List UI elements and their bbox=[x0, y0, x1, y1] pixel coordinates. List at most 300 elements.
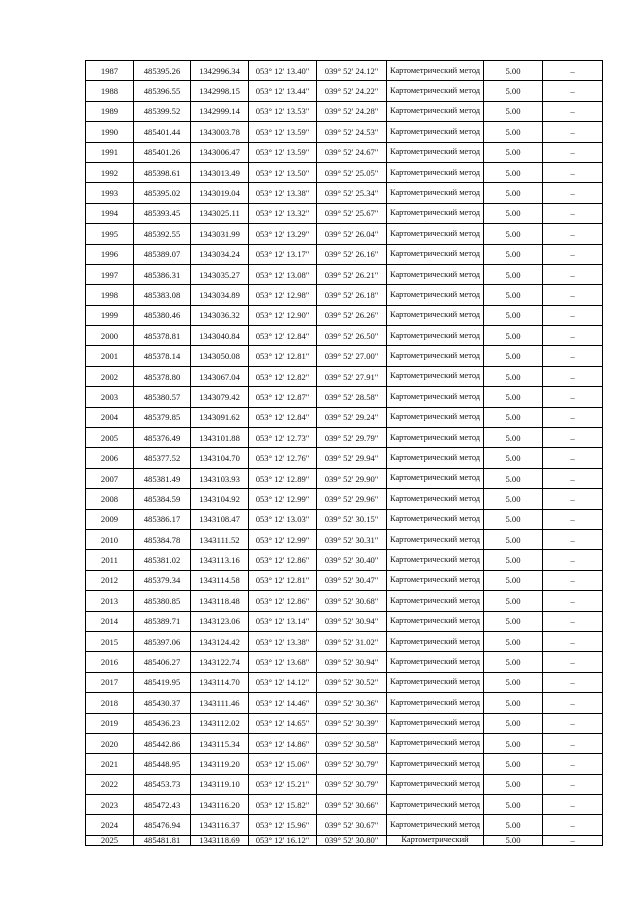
note-cell: – bbox=[543, 162, 603, 182]
point-number-cell: 2001 bbox=[86, 346, 134, 366]
y-coordinate-cell: 1343113.16 bbox=[191, 550, 249, 570]
method-cell: Картометрический метод bbox=[387, 326, 484, 346]
y-coordinate-cell: 1343034.89 bbox=[191, 285, 249, 305]
method-cell: Картометрический метод bbox=[387, 244, 484, 264]
point-number-cell: 2023 bbox=[86, 795, 134, 815]
accuracy-cell: 5.00 bbox=[484, 428, 543, 448]
table-row bbox=[86, 652, 603, 672]
longitude-cell: 039° 52' 30.39" bbox=[317, 713, 387, 733]
y-coordinate-cell: 1343035.27 bbox=[191, 264, 249, 284]
accuracy-cell: 5.00 bbox=[484, 835, 543, 845]
longitude-cell: 039° 52' 29.94" bbox=[317, 448, 387, 468]
y-coordinate-cell: 1342999.14 bbox=[191, 101, 249, 121]
table-row bbox=[86, 529, 603, 549]
note-cell: – bbox=[543, 611, 603, 631]
point-number-cell: 2009 bbox=[86, 509, 134, 529]
x-coordinate-cell: 485396.55 bbox=[134, 81, 191, 101]
method-cell: Картометрический метод bbox=[387, 122, 484, 142]
note-cell: – bbox=[543, 61, 603, 81]
table-row bbox=[86, 61, 603, 81]
point-number-cell: 2006 bbox=[86, 448, 134, 468]
point-number-cell: 2020 bbox=[86, 733, 134, 753]
accuracy-cell: 5.00 bbox=[484, 285, 543, 305]
y-coordinate-cell: 1343116.20 bbox=[191, 795, 249, 815]
latitude-cell: 053° 12' 12.99" bbox=[249, 489, 317, 509]
table-row bbox=[86, 672, 603, 692]
point-number-cell: 2019 bbox=[86, 713, 134, 733]
y-coordinate-cell: 1343079.42 bbox=[191, 387, 249, 407]
method-cell: Картометрический метод bbox=[387, 101, 484, 121]
x-coordinate-cell: 485380.57 bbox=[134, 387, 191, 407]
x-coordinate-cell: 485379.85 bbox=[134, 407, 191, 427]
point-number-cell: 2004 bbox=[86, 407, 134, 427]
latitude-cell: 053° 12' 12.82" bbox=[249, 366, 317, 386]
point-number-cell: 1999 bbox=[86, 305, 134, 325]
latitude-cell: 053° 12' 13.59" bbox=[249, 122, 317, 142]
x-coordinate-cell: 485395.26 bbox=[134, 61, 191, 81]
latitude-cell: 053° 12' 12.81" bbox=[249, 346, 317, 366]
longitude-cell: 039° 52' 26.18" bbox=[317, 285, 387, 305]
note-cell: – bbox=[543, 122, 603, 142]
accuracy-cell: 5.00 bbox=[484, 244, 543, 264]
longitude-cell: 039° 52' 30.52" bbox=[317, 672, 387, 692]
y-coordinate-cell: 1343067.04 bbox=[191, 366, 249, 386]
y-coordinate-cell: 1343114.58 bbox=[191, 570, 249, 590]
latitude-cell: 053° 12' 12.84" bbox=[249, 407, 317, 427]
table-row bbox=[86, 387, 603, 407]
method-cell: Картометрический метод bbox=[387, 162, 484, 182]
accuracy-cell: 5.00 bbox=[484, 733, 543, 753]
longitude-cell: 039° 52' 26.50" bbox=[317, 326, 387, 346]
point-number-cell: 2017 bbox=[86, 672, 134, 692]
point-number-cell: 2021 bbox=[86, 754, 134, 774]
method-cell: Картометрический метод bbox=[387, 448, 484, 468]
point-number-cell: 2011 bbox=[86, 550, 134, 570]
latitude-cell: 053° 12' 13.38" bbox=[249, 631, 317, 651]
y-coordinate-cell: 1343115.34 bbox=[191, 733, 249, 753]
x-coordinate-cell: 485384.78 bbox=[134, 529, 191, 549]
table-row bbox=[86, 81, 603, 101]
accuracy-cell: 5.00 bbox=[484, 529, 543, 549]
y-coordinate-cell: 1343116.37 bbox=[191, 815, 249, 835]
longitude-cell: 039° 52' 27.00" bbox=[317, 346, 387, 366]
y-coordinate-cell: 1342996.34 bbox=[191, 61, 249, 81]
longitude-cell: 039° 52' 29.79" bbox=[317, 428, 387, 448]
note-cell: – bbox=[543, 101, 603, 121]
y-coordinate-cell: 1343003.78 bbox=[191, 122, 249, 142]
latitude-cell: 053° 12' 12.86" bbox=[249, 550, 317, 570]
longitude-cell: 039° 52' 30.66" bbox=[317, 795, 387, 815]
x-coordinate-cell: 485386.31 bbox=[134, 264, 191, 284]
accuracy-cell: 5.00 bbox=[484, 713, 543, 733]
note-cell: – bbox=[543, 652, 603, 672]
accuracy-cell: 5.00 bbox=[484, 774, 543, 794]
x-coordinate-cell: 485384.59 bbox=[134, 489, 191, 509]
x-coordinate-cell: 485395.02 bbox=[134, 183, 191, 203]
table-row bbox=[86, 101, 603, 121]
accuracy-cell: 5.00 bbox=[484, 672, 543, 692]
latitude-cell: 053° 12' 12.76" bbox=[249, 448, 317, 468]
table-row bbox=[86, 448, 603, 468]
table-row bbox=[86, 754, 603, 774]
table-row bbox=[86, 815, 603, 835]
point-number-cell: 2022 bbox=[86, 774, 134, 794]
latitude-cell: 053° 12' 13.59" bbox=[249, 142, 317, 162]
longitude-cell: 039° 52' 30.80" bbox=[317, 835, 387, 845]
x-coordinate-cell: 485389.07 bbox=[134, 244, 191, 264]
y-coordinate-cell: 1343123.06 bbox=[191, 611, 249, 631]
method-cell: Картометрический метод bbox=[387, 774, 484, 794]
longitude-cell: 039° 52' 30.67" bbox=[317, 815, 387, 835]
method-cell: Картометрический метод bbox=[387, 366, 484, 386]
table-row bbox=[86, 346, 603, 366]
x-coordinate-cell: 485376.49 bbox=[134, 428, 191, 448]
method-cell: Картометрический метод bbox=[387, 591, 484, 611]
method-cell: Картометрический метод bbox=[387, 203, 484, 223]
latitude-cell: 053° 12' 12.73" bbox=[249, 428, 317, 448]
accuracy-cell: 5.00 bbox=[484, 631, 543, 651]
point-number-cell: 2014 bbox=[86, 611, 134, 631]
accuracy-cell: 5.00 bbox=[484, 570, 543, 590]
method-cell: Картометрический метод bbox=[387, 815, 484, 835]
method-cell: Картометрический метод bbox=[387, 142, 484, 162]
latitude-cell: 053° 12' 13.32" bbox=[249, 203, 317, 223]
point-number-cell: 1994 bbox=[86, 203, 134, 223]
latitude-cell: 053° 12' 12.86" bbox=[249, 591, 317, 611]
longitude-cell: 039° 52' 30.31" bbox=[317, 529, 387, 549]
method-cell: Картометрический метод bbox=[387, 387, 484, 407]
note-cell: – bbox=[543, 264, 603, 284]
accuracy-cell: 5.00 bbox=[484, 305, 543, 325]
table-row bbox=[86, 570, 603, 590]
y-coordinate-cell: 1343111.52 bbox=[191, 529, 249, 549]
point-number-cell: 2008 bbox=[86, 489, 134, 509]
x-coordinate-cell: 485442.86 bbox=[134, 733, 191, 753]
coordinates-table-body bbox=[86, 61, 603, 846]
point-number-cell: 2025 bbox=[86, 835, 134, 845]
x-coordinate-cell: 485377.52 bbox=[134, 448, 191, 468]
x-coordinate-cell: 485453.73 bbox=[134, 774, 191, 794]
y-coordinate-cell: 1343118.48 bbox=[191, 591, 249, 611]
longitude-cell: 039° 52' 30.79" bbox=[317, 754, 387, 774]
accuracy-cell: 5.00 bbox=[484, 387, 543, 407]
table-row bbox=[86, 122, 603, 142]
y-coordinate-cell: 1343013.49 bbox=[191, 162, 249, 182]
x-coordinate-cell: 485398.61 bbox=[134, 162, 191, 182]
table-row bbox=[86, 468, 603, 488]
table-row bbox=[86, 713, 603, 733]
table-row bbox=[86, 795, 603, 815]
y-coordinate-cell: 1343114.70 bbox=[191, 672, 249, 692]
table-row bbox=[86, 693, 603, 713]
method-cell: Картометрический метод bbox=[387, 468, 484, 488]
latitude-cell: 053° 12' 12.98" bbox=[249, 285, 317, 305]
point-number-cell: 1987 bbox=[86, 61, 134, 81]
note-cell: – bbox=[543, 509, 603, 529]
table-row bbox=[86, 285, 603, 305]
x-coordinate-cell: 485436.23 bbox=[134, 713, 191, 733]
method-cell: Картометрический метод bbox=[387, 61, 484, 81]
latitude-cell: 053° 12' 15.21" bbox=[249, 774, 317, 794]
accuracy-cell: 5.00 bbox=[484, 815, 543, 835]
longitude-cell: 039° 52' 31.02" bbox=[317, 631, 387, 651]
method-cell: Картометрический метод bbox=[387, 305, 484, 325]
longitude-cell: 039° 52' 26.26" bbox=[317, 305, 387, 325]
latitude-cell: 053° 12' 14.65" bbox=[249, 713, 317, 733]
longitude-cell: 039° 52' 24.28" bbox=[317, 101, 387, 121]
accuracy-cell: 5.00 bbox=[484, 754, 543, 774]
note-cell: – bbox=[543, 305, 603, 325]
note-cell: – bbox=[543, 795, 603, 815]
x-coordinate-cell: 485393.45 bbox=[134, 203, 191, 223]
x-coordinate-cell: 485397.06 bbox=[134, 631, 191, 651]
latitude-cell: 053° 12' 13.50" bbox=[249, 162, 317, 182]
y-coordinate-cell: 1343111.46 bbox=[191, 693, 249, 713]
latitude-cell: 053° 12' 15.82" bbox=[249, 795, 317, 815]
x-coordinate-cell: 485378.80 bbox=[134, 366, 191, 386]
accuracy-cell: 5.00 bbox=[484, 122, 543, 142]
latitude-cell: 053° 12' 13.53" bbox=[249, 101, 317, 121]
longitude-cell: 039° 52' 30.68" bbox=[317, 591, 387, 611]
table-row bbox=[86, 142, 603, 162]
note-cell: – bbox=[543, 631, 603, 651]
x-coordinate-cell: 485379.34 bbox=[134, 570, 191, 590]
accuracy-cell: 5.00 bbox=[484, 652, 543, 672]
longitude-cell: 039° 52' 28.58" bbox=[317, 387, 387, 407]
x-coordinate-cell: 485378.81 bbox=[134, 326, 191, 346]
note-cell: – bbox=[543, 754, 603, 774]
longitude-cell: 039° 52' 24.22" bbox=[317, 81, 387, 101]
table-row bbox=[86, 326, 603, 346]
method-cell: Картометрический метод bbox=[387, 285, 484, 305]
note-cell: – bbox=[543, 468, 603, 488]
x-coordinate-cell: 485381.49 bbox=[134, 468, 191, 488]
accuracy-cell: 5.00 bbox=[484, 366, 543, 386]
x-coordinate-cell: 485389.71 bbox=[134, 611, 191, 631]
note-cell: – bbox=[543, 672, 603, 692]
table-row bbox=[86, 631, 603, 651]
y-coordinate-cell: 1343104.70 bbox=[191, 448, 249, 468]
y-coordinate-cell: 1343108.47 bbox=[191, 509, 249, 529]
point-number-cell: 1995 bbox=[86, 224, 134, 244]
latitude-cell: 053° 12' 13.17" bbox=[249, 244, 317, 264]
note-cell: – bbox=[543, 835, 603, 845]
point-number-cell: 2007 bbox=[86, 468, 134, 488]
x-coordinate-cell: 485430.37 bbox=[134, 693, 191, 713]
latitude-cell: 053° 12' 13.14" bbox=[249, 611, 317, 631]
note-cell: – bbox=[543, 570, 603, 590]
method-cell: Картометрический метод bbox=[387, 611, 484, 631]
x-coordinate-cell: 485448.95 bbox=[134, 754, 191, 774]
x-coordinate-cell: 485380.85 bbox=[134, 591, 191, 611]
x-coordinate-cell: 485419.95 bbox=[134, 672, 191, 692]
note-cell: – bbox=[543, 366, 603, 386]
x-coordinate-cell: 485476.94 bbox=[134, 815, 191, 835]
y-coordinate-cell: 1343031.99 bbox=[191, 224, 249, 244]
table-row bbox=[86, 244, 603, 264]
y-coordinate-cell: 1343036.32 bbox=[191, 305, 249, 325]
point-number-cell: 1991 bbox=[86, 142, 134, 162]
x-coordinate-cell: 485481.81 bbox=[134, 835, 191, 845]
method-cell: Картометрический метод bbox=[387, 224, 484, 244]
y-coordinate-cell: 1342998.15 bbox=[191, 81, 249, 101]
latitude-cell: 053° 12' 12.87" bbox=[249, 387, 317, 407]
longitude-cell: 039° 52' 27.91" bbox=[317, 366, 387, 386]
x-coordinate-cell: 485386.17 bbox=[134, 509, 191, 529]
accuracy-cell: 5.00 bbox=[484, 203, 543, 223]
note-cell: – bbox=[543, 489, 603, 509]
x-coordinate-cell: 485380.46 bbox=[134, 305, 191, 325]
latitude-cell: 053° 12' 13.38" bbox=[249, 183, 317, 203]
latitude-cell: 053° 12' 13.68" bbox=[249, 652, 317, 672]
table-row bbox=[86, 835, 603, 845]
note-cell: – bbox=[543, 774, 603, 794]
method-cell: Картометрический метод bbox=[387, 407, 484, 427]
point-number-cell: 2012 bbox=[86, 570, 134, 590]
method-cell: Картометрический метод bbox=[387, 795, 484, 815]
longitude-cell: 039° 52' 29.96" bbox=[317, 489, 387, 509]
latitude-cell: 053° 12' 14.46" bbox=[249, 693, 317, 713]
table-row bbox=[86, 305, 603, 325]
point-number-cell: 2018 bbox=[86, 693, 134, 713]
point-number-cell: 1989 bbox=[86, 101, 134, 121]
note-cell: – bbox=[543, 346, 603, 366]
method-cell: Картометрический метод bbox=[387, 509, 484, 529]
longitude-cell: 039° 52' 25.05" bbox=[317, 162, 387, 182]
longitude-cell: 039° 52' 30.15" bbox=[317, 509, 387, 529]
point-number-cell: 1998 bbox=[86, 285, 134, 305]
longitude-cell: 039° 52' 29.90" bbox=[317, 468, 387, 488]
accuracy-cell: 5.00 bbox=[484, 611, 543, 631]
table-row bbox=[86, 407, 603, 427]
method-cell: Картометрический метод bbox=[387, 550, 484, 570]
longitude-cell: 039° 52' 25.67" bbox=[317, 203, 387, 223]
accuracy-cell: 5.00 bbox=[484, 693, 543, 713]
latitude-cell: 053° 12' 13.03" bbox=[249, 509, 317, 529]
method-cell: Картометрический метод bbox=[387, 693, 484, 713]
accuracy-cell: 5.00 bbox=[484, 224, 543, 244]
x-coordinate-cell: 485406.27 bbox=[134, 652, 191, 672]
point-number-cell: 1993 bbox=[86, 183, 134, 203]
longitude-cell: 039° 52' 24.53" bbox=[317, 122, 387, 142]
note-cell: – bbox=[543, 81, 603, 101]
table-row bbox=[86, 550, 603, 570]
coordinates-table bbox=[85, 60, 603, 846]
latitude-cell: 053° 12' 13.40" bbox=[249, 61, 317, 81]
longitude-cell: 039° 52' 30.47" bbox=[317, 570, 387, 590]
y-coordinate-cell: 1343119.20 bbox=[191, 754, 249, 774]
table-row bbox=[86, 224, 603, 244]
point-number-cell: 2002 bbox=[86, 366, 134, 386]
point-number-cell: 2013 bbox=[86, 591, 134, 611]
accuracy-cell: 5.00 bbox=[484, 489, 543, 509]
table-row bbox=[86, 489, 603, 509]
x-coordinate-cell: 485378.14 bbox=[134, 346, 191, 366]
longitude-cell: 039° 52' 29.24" bbox=[317, 407, 387, 427]
latitude-cell: 053° 12' 13.29" bbox=[249, 224, 317, 244]
y-coordinate-cell: 1343112.02 bbox=[191, 713, 249, 733]
table-row bbox=[86, 774, 603, 794]
note-cell: – bbox=[543, 591, 603, 611]
latitude-cell: 053° 12' 14.12" bbox=[249, 672, 317, 692]
method-cell: Картометрический метод bbox=[387, 489, 484, 509]
method-cell: Картометрический метод bbox=[387, 183, 484, 203]
table-row bbox=[86, 428, 603, 448]
y-coordinate-cell: 1343119.10 bbox=[191, 774, 249, 794]
table-row bbox=[86, 611, 603, 631]
x-coordinate-cell: 485401.26 bbox=[134, 142, 191, 162]
method-cell: Картометрический метод bbox=[387, 713, 484, 733]
method-cell: Картометрический метод bbox=[387, 81, 484, 101]
accuracy-cell: 5.00 bbox=[484, 101, 543, 121]
note-cell: – bbox=[543, 448, 603, 468]
latitude-cell: 053° 12' 12.81" bbox=[249, 570, 317, 590]
point-number-cell: 1992 bbox=[86, 162, 134, 182]
point-number-cell: 2016 bbox=[86, 652, 134, 672]
longitude-cell: 039° 52' 30.58" bbox=[317, 733, 387, 753]
note-cell: – bbox=[543, 407, 603, 427]
y-coordinate-cell: 1343104.92 bbox=[191, 489, 249, 509]
note-cell: – bbox=[543, 244, 603, 264]
method-cell: Картометрический bbox=[387, 835, 484, 845]
latitude-cell: 053° 12' 14.86" bbox=[249, 733, 317, 753]
accuracy-cell: 5.00 bbox=[484, 550, 543, 570]
accuracy-cell: 5.00 bbox=[484, 346, 543, 366]
point-number-cell: 2005 bbox=[86, 428, 134, 448]
latitude-cell: 053° 12' 12.84" bbox=[249, 326, 317, 346]
y-coordinate-cell: 1343040.84 bbox=[191, 326, 249, 346]
table-row bbox=[86, 162, 603, 182]
method-cell: Картометрический метод bbox=[387, 264, 484, 284]
point-number-cell: 1990 bbox=[86, 122, 134, 142]
method-cell: Картометрический метод bbox=[387, 631, 484, 651]
note-cell: – bbox=[543, 733, 603, 753]
latitude-cell: 053° 12' 15.06" bbox=[249, 754, 317, 774]
y-coordinate-cell: 1343025.11 bbox=[191, 203, 249, 223]
x-coordinate-cell: 485399.52 bbox=[134, 101, 191, 121]
point-number-cell: 2000 bbox=[86, 326, 134, 346]
y-coordinate-cell: 1343124.42 bbox=[191, 631, 249, 651]
point-number-cell: 2024 bbox=[86, 815, 134, 835]
note-cell: – bbox=[543, 387, 603, 407]
longitude-cell: 039° 52' 24.67" bbox=[317, 142, 387, 162]
table-row bbox=[86, 203, 603, 223]
point-number-cell: 1997 bbox=[86, 264, 134, 284]
accuracy-cell: 5.00 bbox=[484, 795, 543, 815]
latitude-cell: 053° 12' 12.99" bbox=[249, 529, 317, 549]
accuracy-cell: 5.00 bbox=[484, 81, 543, 101]
note-cell: – bbox=[543, 326, 603, 346]
note-cell: – bbox=[543, 203, 603, 223]
point-number-cell: 2015 bbox=[86, 631, 134, 651]
note-cell: – bbox=[543, 142, 603, 162]
table-row bbox=[86, 366, 603, 386]
accuracy-cell: 5.00 bbox=[484, 264, 543, 284]
method-cell: Картометрический метод bbox=[387, 346, 484, 366]
y-coordinate-cell: 1343091.62 bbox=[191, 407, 249, 427]
accuracy-cell: 5.00 bbox=[484, 448, 543, 468]
accuracy-cell: 5.00 bbox=[484, 591, 543, 611]
x-coordinate-cell: 485383.08 bbox=[134, 285, 191, 305]
point-number-cell: 1988 bbox=[86, 81, 134, 101]
latitude-cell: 053° 12' 13.44" bbox=[249, 81, 317, 101]
y-coordinate-cell: 1343103.93 bbox=[191, 468, 249, 488]
y-coordinate-cell: 1343019.04 bbox=[191, 183, 249, 203]
x-coordinate-cell: 485472.43 bbox=[134, 795, 191, 815]
longitude-cell: 039° 52' 24.12" bbox=[317, 61, 387, 81]
note-cell: – bbox=[543, 285, 603, 305]
y-coordinate-cell: 1343034.24 bbox=[191, 244, 249, 264]
